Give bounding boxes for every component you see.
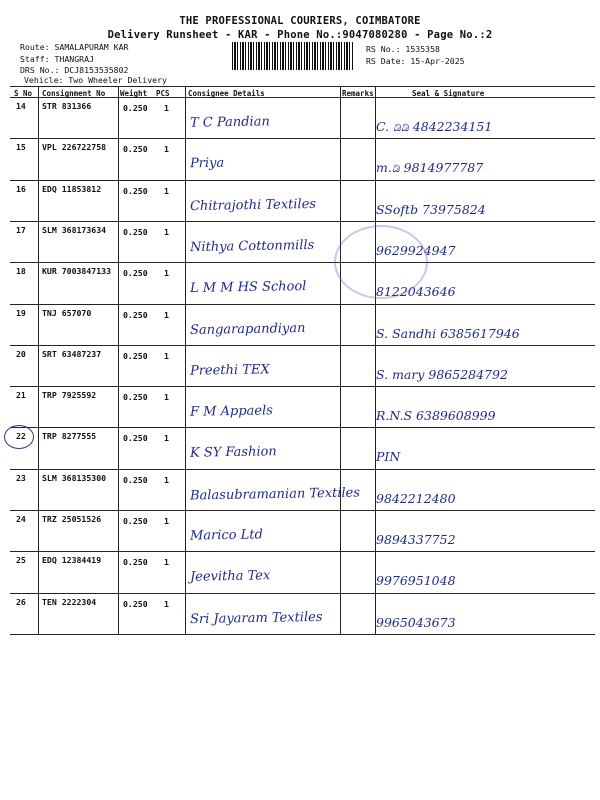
- seal-signature-handwritten: S. mary 9865284792: [376, 366, 508, 382]
- consignment-number: TRP 8277555: [42, 431, 97, 442]
- row-divider: [10, 138, 595, 139]
- weight-value: 0.250: [123, 557, 148, 568]
- weight-value: 0.250: [123, 598, 148, 609]
- seal-signature-handwritten: 9894337752: [376, 532, 456, 547]
- pcs-value: 1: [164, 226, 169, 237]
- pcs-value: 1: [164, 309, 169, 320]
- consignment-number: TEN 2222304: [42, 596, 97, 607]
- consignment-number: VPL 226722758: [42, 142, 107, 153]
- consignment-number: EDQ 12384419: [42, 555, 102, 566]
- seal-signature-handwritten: R.N.S 6389608999: [376, 408, 496, 424]
- consignment-number: TNJ 657070: [42, 307, 92, 318]
- consignee-handwritten: Nithya Cottonmills: [189, 237, 315, 255]
- row-divider: [10, 304, 595, 305]
- row-sno: 17: [16, 224, 26, 235]
- row-divider: [10, 427, 595, 428]
- weight-value: 0.250: [123, 392, 148, 403]
- pcs-value: 1: [164, 392, 169, 403]
- runsheet-table: [10, 86, 595, 634]
- weight-value: 0.250: [123, 516, 148, 526]
- consignee-handwritten: Sangarapandiyan: [189, 320, 306, 338]
- col-remarks: Remarks: [342, 89, 374, 98]
- company-title: THE PROFESSIONAL COURIERS, COIMBATORE: [179, 15, 421, 27]
- weight-value: 0.250: [123, 309, 148, 320]
- pcs-value: 1: [164, 433, 169, 444]
- barcode: [232, 42, 354, 70]
- seal-signature-handwritten: PIN: [376, 449, 401, 465]
- col-sno: S No: [14, 89, 33, 98]
- consignee-handwritten: Jeevitha Tex: [189, 568, 271, 585]
- consignment-number: STR 831366: [42, 101, 92, 111]
- seal-signature-handwritten: m.ಡಿ 9814977787: [376, 160, 484, 176]
- consignee-handwritten: T C Pandian: [189, 114, 270, 131]
- col-weight: Weight: [120, 89, 148, 98]
- pcs-value: 1: [164, 557, 169, 568]
- row-divider: [10, 593, 595, 594]
- delivery-stamp: [334, 225, 428, 299]
- weight-value: 0.250: [123, 474, 148, 485]
- weight-value: 0.250: [123, 268, 148, 279]
- vehicle-label: Vehicle: Two Wheeler Delivery: [24, 75, 167, 85]
- pcs-value: 1: [164, 474, 169, 485]
- pcs-value: 1: [164, 144, 169, 155]
- row-divider: [10, 469, 595, 470]
- route-label: Route: SAMALAPURAM KAR: [20, 42, 129, 52]
- staff-label: Staff: THANGRAJ: [20, 54, 94, 64]
- consignment-number: SLM 368135300: [42, 472, 107, 483]
- row-divider: [10, 262, 595, 263]
- col-seal-signature: Seal & Signature: [412, 89, 485, 98]
- consignee-handwritten: Sri Jayaram Textiles: [189, 609, 323, 627]
- pcs-value: 1: [164, 185, 169, 196]
- consignee-handwritten: K SY Fashion: [189, 444, 277, 462]
- seal-signature-handwritten: S. Sandhi 6385617946: [376, 325, 520, 341]
- row-sno: 24: [16, 514, 26, 524]
- row-divider: [10, 180, 595, 181]
- row-sno: 16: [16, 183, 26, 194]
- pcs-value: 1: [164, 103, 169, 113]
- consignee-handwritten: F M Appaels: [189, 403, 274, 420]
- pcs-value: 1: [164, 268, 169, 279]
- row-sno: 26: [16, 596, 26, 607]
- seal-signature-handwritten: 8122043646: [376, 284, 456, 300]
- row-divider: [10, 345, 595, 346]
- weight-value: 0.250: [123, 350, 148, 361]
- consignment-number: EDQ 11853812: [42, 183, 102, 194]
- row-sno: 25: [16, 555, 26, 566]
- row-sno: 20: [16, 348, 26, 359]
- row-divider: [10, 551, 595, 552]
- seal-signature-handwritten: 9629924947: [376, 242, 456, 258]
- row-sno: 15: [16, 142, 26, 153]
- consignee-handwritten: Marico Ltd: [189, 527, 263, 544]
- row-22-circle-mark: [4, 425, 34, 449]
- rs-date: RS Date: 15-Apr-2025: [366, 56, 465, 66]
- consignment-number: TRP 7925592: [42, 390, 97, 401]
- row-divider: [10, 221, 595, 222]
- consignee-handwritten: Preethi TEX: [189, 362, 270, 379]
- row-sno: 23: [16, 472, 26, 483]
- consignment-number: TRZ 25051526: [42, 514, 102, 524]
- seal-signature-handwritten: 9965043673: [376, 614, 456, 630]
- row-divider: [10, 386, 595, 387]
- pcs-value: 1: [164, 598, 169, 609]
- col-consignee: Consignee Details: [188, 89, 265, 98]
- seal-signature-handwritten: 9842212480: [376, 490, 456, 506]
- col-consignment: Consignment No: [42, 89, 106, 98]
- col-pcs: PCS: [156, 89, 170, 98]
- row-sno: 19: [16, 307, 26, 318]
- pcs-value: 1: [164, 350, 169, 361]
- weight-value: 0.250: [123, 185, 148, 196]
- row-divider: [10, 510, 595, 511]
- pcs-value: 1: [164, 516, 169, 526]
- seal-signature-handwritten: SSoftb 73975824: [376, 201, 486, 217]
- consignee-handwritten: Chitrajothi Textiles: [189, 196, 317, 214]
- row-sno: 21: [16, 390, 26, 401]
- consignment-number: SRT 63487237: [42, 348, 102, 359]
- consignee-handwritten: Balasubramanian Textiles: [189, 485, 361, 504]
- rs-number: RS No.: 1535358: [366, 44, 440, 54]
- runsheet-subtitle: Delivery Runsheet - KAR - Phone No.:9047080280 - Page No.:2: [107, 29, 493, 41]
- weight-value: 0.250: [123, 226, 148, 237]
- row-sno: 14: [16, 101, 26, 111]
- row-sno: 22: [16, 431, 26, 442]
- weight-value: 0.250: [123, 144, 148, 155]
- consignee-handwritten: L M M HS School: [189, 279, 307, 297]
- seal-signature-handwritten: 9976951048: [376, 573, 456, 589]
- row-sno: 18: [16, 266, 26, 277]
- consignment-number: SLM 368173634: [42, 224, 107, 235]
- consignee-handwritten: Priya: [189, 155, 225, 172]
- consignment-number: KUR 7003847133: [42, 266, 112, 277]
- weight-value: 0.250: [123, 103, 148, 113]
- weight-value: 0.250: [123, 433, 148, 444]
- drs-label: DRS No.: DCJ8153535802: [20, 65, 129, 75]
- seal-signature-handwritten: C. ಡಿಡಿ 4842234151: [376, 119, 493, 134]
